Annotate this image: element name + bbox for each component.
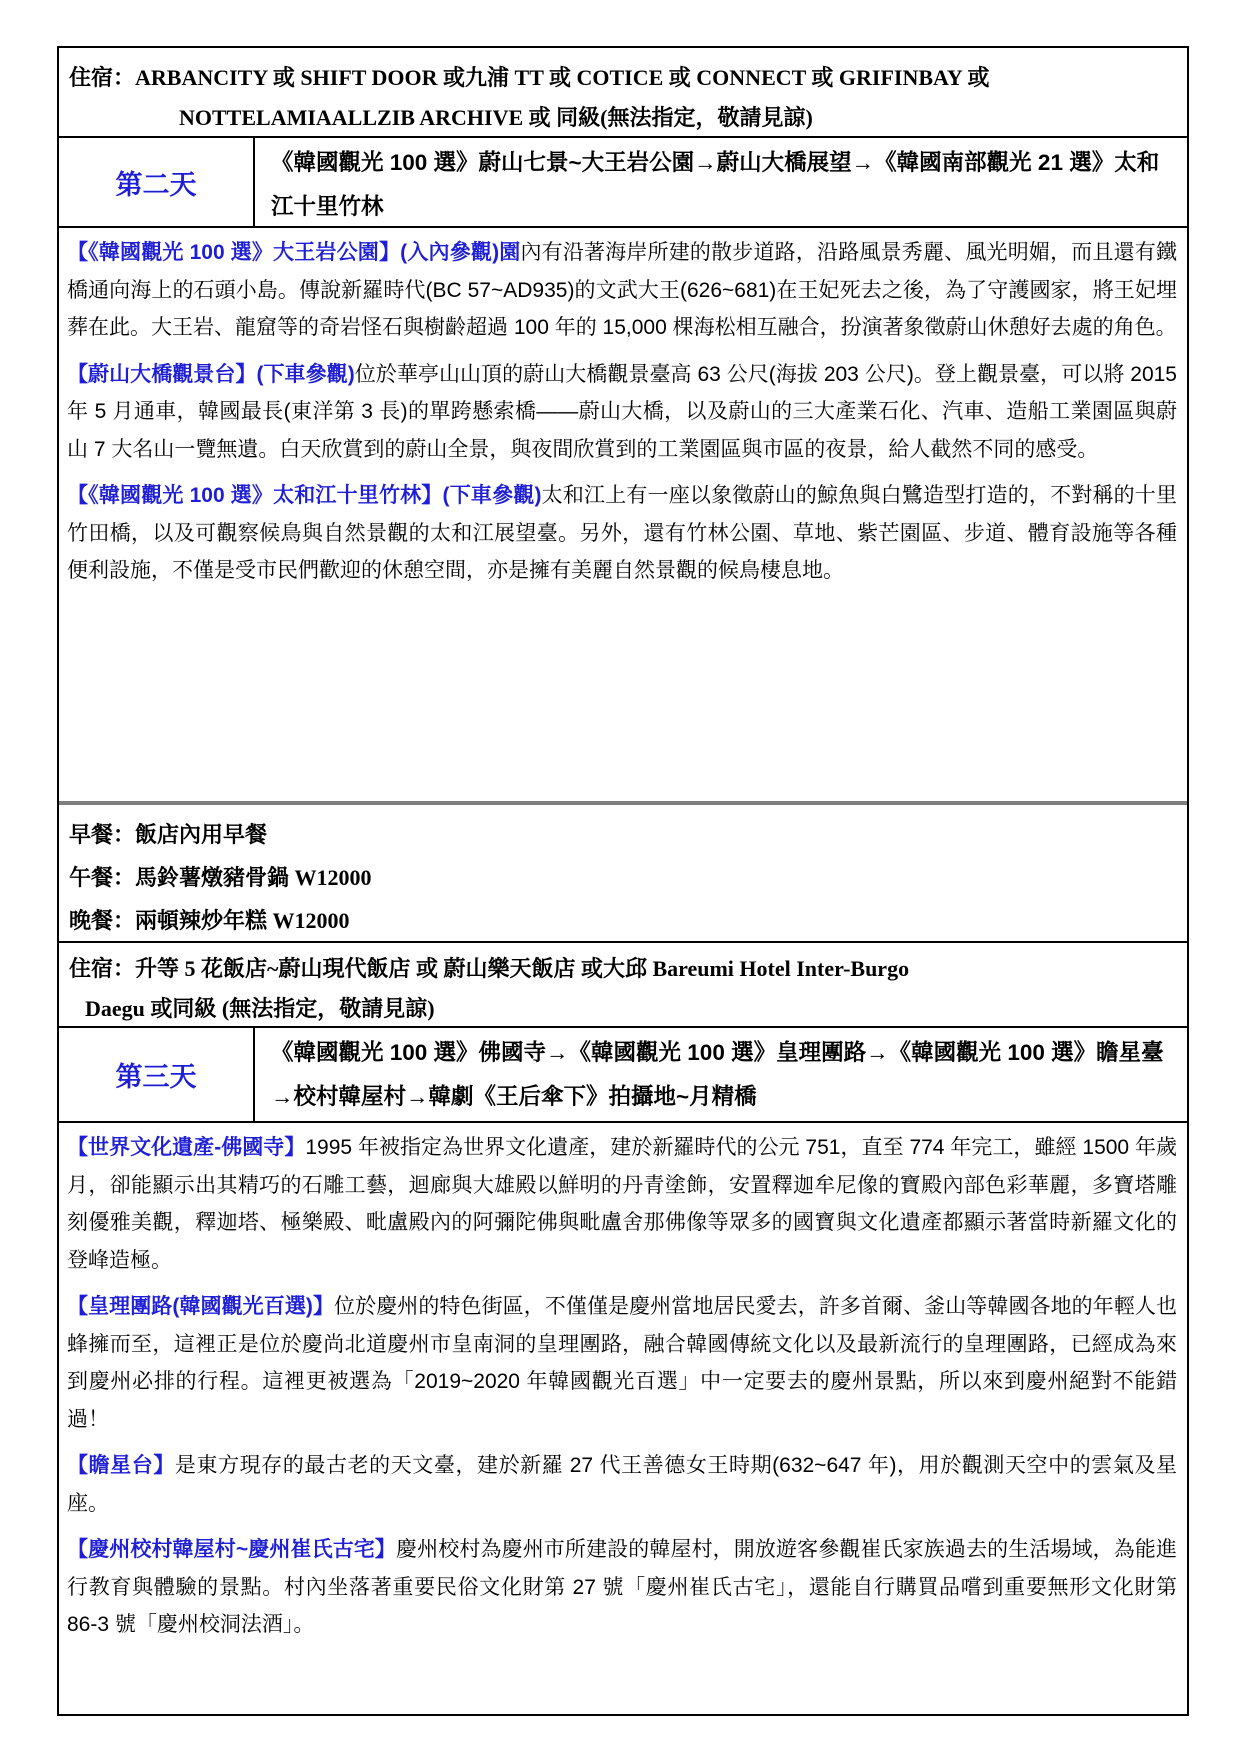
day3-label: 第三天 <box>59 1028 255 1121</box>
hotel-day2-line1: 住宿：升等 5 花飯店~蔚山現代飯店 或 蔚山樂天飯店 或大邱 Bareumi Hotel Inter-Burgo <box>69 956 910 981</box>
section-daewangam-park-heading: 【《韓國觀光 100 選》大王岩公園】(入內參觀)園 <box>67 241 521 264</box>
section-bulguksa-body: 1995 年被指定為世界文化遺產，建於新羅時代的公元 751，直至 774 年完工，雖經 1500 年歲月，卻能顯示出其精巧的石雕工藝，迴廊與大雄殿以鮮明的丹青塗飾，安置釋迦牟尼像的寶殿內部色彩華麗，多寶塔雕刻優雅美觀，釋迦塔、極樂殿、毗盧殿內的阿彌陀佛與毗盧舍那佛像等眾多的國寶與文化遺產都顯示著當時新羅文化的登峰造極。 <box>67 1136 1178 1272</box>
day2-itinerary: 《韓國觀光 100 選》蔚山七景~大王岩公園→蔚山大橋展望→《韓國南部觀光 21 選》太和江十里竹林 <box>271 150 1160 219</box>
section-taehwa-river-bamboo-body: 太和江上有一座以象徵蔚山的鯨魚與白鷺造型打造的，不對稱的十里竹田橋，以及可觀察候鳥與自然景觀的太和江展望臺。另外，還有竹林公園、草地、紫芒園區、步道、體育設施等各種便利設施，不僅是受市民們歡迎的休憩空間，亦是擁有美麗自然景觀的候鳥棲息地。 <box>67 484 1177 582</box>
day2-label: 第二天 <box>59 138 255 226</box>
hotel-day1-line2: NOTTELAMIAALLZIB ARCHIVE 或 同級(無法指定，敬請見諒) <box>179 105 813 130</box>
section-hwangridan-road <box>67 1288 1177 1438</box>
meals-row <box>59 801 1187 941</box>
hotel-day2-line2: Daegu 或同級 (無法指定，敬請見諒) <box>85 996 435 1021</box>
section-cheomseongdae <box>67 1447 1177 1522</box>
section-taehwa-river-bamboo <box>67 477 1177 590</box>
section-hwangridan-road-heading: 【皇理團路(韓國觀光百選)】 <box>67 1295 335 1318</box>
section-daewangam-park <box>67 234 1177 347</box>
section-gyochon-village-heading: 【慶州校村韓屋村~慶州崔氏古宅】 <box>67 1538 397 1561</box>
day3-itinerary: 《韓國觀光 100 選》佛國寺→《韓國觀光 100 選》皇理團路→《韓國觀光 100 選》瞻星臺→校村韓屋村→韓劇《王后傘下》拍攝地~月精橋 <box>271 1040 1164 1109</box>
day3-header-row <box>59 1026 1187 1121</box>
section-bulguksa <box>67 1129 1177 1279</box>
section-cheomseongdae-heading: 【瞻星台】 <box>67 1454 175 1477</box>
hotel-row-day2 <box>59 941 1187 1026</box>
meal-dinner: 晚餐：兩頓辣炒年糕 W12000 <box>69 908 350 933</box>
hotel-row-day1 <box>59 48 1187 136</box>
section-hwangridan-road-body: 位於慶州的特色街區，不僅僅是慶州當地居民愛去，許多首爾、釜山等韓國各地的年輕人也蜂擁而至，這裡正是位於慶尚北道慶州市皇南洞的皇理團路，融合韓國傳統文化以及最新流行的皇理團路，已經成為來到慶州必排的行程。這裡更被選為「2019~2020 年韓國觀光百選」中一定要去的慶州景點，所以來到慶州絕對不能錯過！ <box>67 1295 1177 1431</box>
section-taehwa-river-bamboo-heading: 【《韓國觀光 100 選》太和江十里竹林】(下車參觀) <box>67 484 542 507</box>
section-gyochon-village-body: 慶州校村為慶州市所建設的韓屋村，開放遊客參觀崔氏家族過去的生活場域，為能進行教育與體驗的景點。村內坐落著重要民俗文化財第 27 號「慶州崔氏古宅」，還能自行購買品嚐到重要無形文化財第 86-3 號「慶州校洞法酒」。 <box>67 1538 1177 1636</box>
day2-header-row <box>59 136 1187 226</box>
section-gyochon-village <box>67 1531 1177 1644</box>
section-cheomseongdae-body: 是東方現存的最古老的天文臺，建於新羅 27 代王善德女王時期(632~647 年)，用於觀測天空中的雲氣及星座。 <box>67 1454 1178 1515</box>
section-bulguksa-heading: 【世界文化遺產-佛國寺】 <box>67 1136 306 1159</box>
meal-breakfast: 早餐：飯店內用早餐 <box>69 822 268 847</box>
section-daewangam-park-body: 內有沿著海岸所建的散步道路，沿路風景秀麗、風光明媚，而且還有鐵橋通向海上的石頭小島。傳說新羅時代(BC 57~AD935)的文武大王(626~681)在王妃死去之後，為了守護國家，將王妃埋葬在此。大王岩、龍窟等的奇岩怪石與樹齡超過 100 年的 15,000 棵海松相互融合，扮演著象徵蔚山休憩好去處的角色。 <box>67 241 1177 339</box>
day3-description-block <box>59 1121 1187 1714</box>
section-ulsan-bridge-observatory <box>67 356 1177 469</box>
section-ulsan-bridge-observatory-heading: 【蔚山大橋觀景台】(下車參觀) <box>67 362 355 386</box>
itinerary-table <box>57 46 1189 1716</box>
hotel-day1-line1: 住宿：ARBANCITY 或 SHIFT DOOR 或九浦 TT 或 COTICE 或 CONNECT 或 GRIFINBAY 或 <box>69 65 990 90</box>
section-ulsan-bridge-observatory-body: 位於華亭山山頂的蔚山大橋觀景臺高 63 公尺(海拔 203 公尺)。登上觀景臺，可以將 2015 年 5 月通車，韓國最長(東洋第 3 長)的單跨懸索橋——蔚山大橋，以及蔚山的三大產業石化、汽車、造船工業園區與蔚山 7 大名山一覽無遺。白天欣賞到的蔚山全景，與夜間欣賞到的工業園區與市區的夜景，給人截然不同的感受。 <box>67 362 1177 461</box>
meal-lunch: 午餐：馬鈴薯燉豬骨鍋 W12000 <box>69 865 372 890</box>
day2-description-block <box>59 226 1187 801</box>
